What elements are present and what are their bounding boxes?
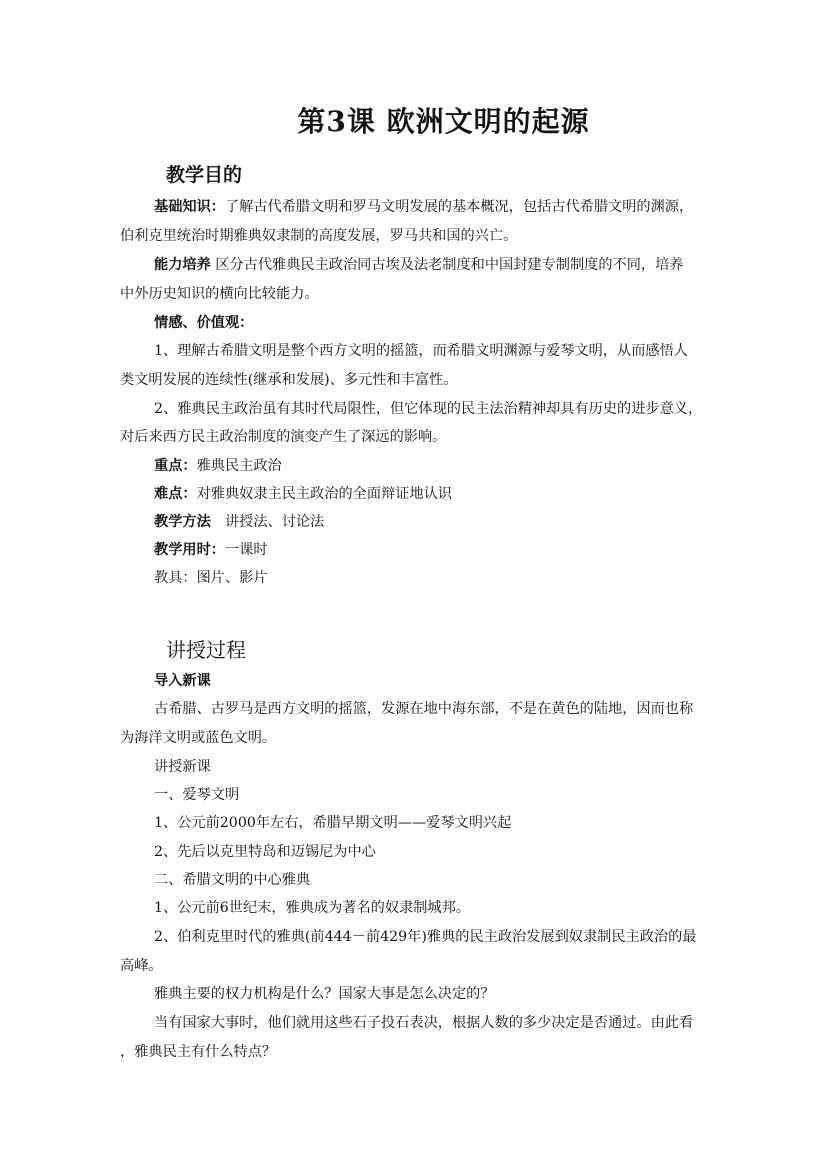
key-point-text: 雅典民主政治 (196, 458, 282, 474)
values-item-1-line-2: 类文明发展的连续性(继承和发展)、多元性和丰富性。 (120, 372, 458, 388)
basic-knowledge-line-2: 伯利克里统治时期雅典奴隶制的高度发展，罗马共和国的兴亡。 (120, 228, 518, 244)
difficult-point (154, 485, 744, 503)
teaching-tools: 教具：图片、影片 (154, 570, 268, 586)
ability-line-1 (154, 256, 744, 274)
values-item-2-line-1: 2、雅典民主政治虽有其时代局限性，但它体现的民主法治精神却具有历史的进步意义， (154, 401, 703, 417)
difficult-point-label: 难点： (154, 486, 197, 502)
question-2-line-2: ，雅典民主有什么特点？ (120, 1044, 277, 1060)
ability-text: 区分古代雅典民主政治同古埃及法老制度和中国封建专制制度的不同，培养 (210, 257, 684, 273)
intro-line-1: 古希腊、古罗马是西方文明的摇篮，发源在地中海东部，不是在黄色的陆地，因而也称 (154, 701, 694, 717)
new-lesson-label: 讲授新课 (154, 759, 211, 775)
question-1: 雅典主要的权力机构是什么？国家大事是怎么决定的？ (154, 986, 495, 1002)
key-point (154, 457, 744, 475)
difficult-point-text: 对雅典奴隶主民主政治的全面辩证地认识 (196, 486, 452, 502)
values-item-1-line-1: 1、理解古希腊文明是整个西方文明的摇篮，而希腊文明渊源与爱琴文明，从而感悟人 (154, 343, 688, 359)
teaching-time-label: 教学用时： (154, 542, 225, 558)
ability-line-2: 中外历史知识的横向比较能力。 (120, 286, 319, 302)
teaching-time (154, 541, 744, 559)
question-2-line-1: 当有国家大事时，他们就用这些石子投石表决，根据人数的多少决定是否通过。由此看 (154, 1015, 694, 1031)
section-1-item-1: 1、公元前2000年左右，希腊早期文明——爱琴文明兴起 (154, 815, 512, 831)
teaching-method-text: 讲授法、讨论法 (210, 514, 325, 530)
process-heading: 讲授过程 (166, 638, 246, 662)
ability-label: 能力培养 (154, 257, 211, 273)
intro-line-2: 为海洋文明或蓝色文明。 (120, 730, 277, 746)
teaching-time-text: 一课时 (224, 542, 268, 558)
values-label: 情感、价值观： (154, 315, 254, 331)
teaching-method-label: 教学方法 (154, 514, 211, 530)
section-2-item-2-line-1: 2、伯利克里时代的雅典(前444－前429年)雅典的民主政治发展到奴隶制民主政治的最 (154, 929, 697, 945)
section-2-heading: 二、希腊文明的中心雅典 (154, 872, 311, 888)
section-1-item-2: 2、先后以克里特岛和迈锡尼为中心 (154, 844, 376, 860)
basic-knowledge-label: 基础知识： (154, 199, 225, 215)
objectives-heading: 教学目的 (166, 164, 243, 186)
section-1-heading: 一、爱琴文明 (154, 787, 240, 803)
page-title: 第3课 欧洲文明的起源 (297, 105, 590, 138)
section-2-item-2-line-2: 高峰。 (120, 958, 163, 974)
key-point-label: 重点： (154, 458, 197, 474)
section-2-item-1: 1、公元前6世纪末，雅典成为著名的奴隶制城邦。 (154, 900, 470, 916)
intro-label: 导入新课 (154, 673, 211, 689)
values-item-2-line-2: 对后来西方民主政治制度的演变产生了深远的影响。 (120, 429, 447, 445)
basic-knowledge-text: 了解古代希腊文明和罗马文明发展的基本概况，包括古代希腊文明的渊源， (224, 199, 694, 215)
basic-knowledge-line-1 (154, 198, 744, 216)
teaching-method (154, 513, 744, 531)
